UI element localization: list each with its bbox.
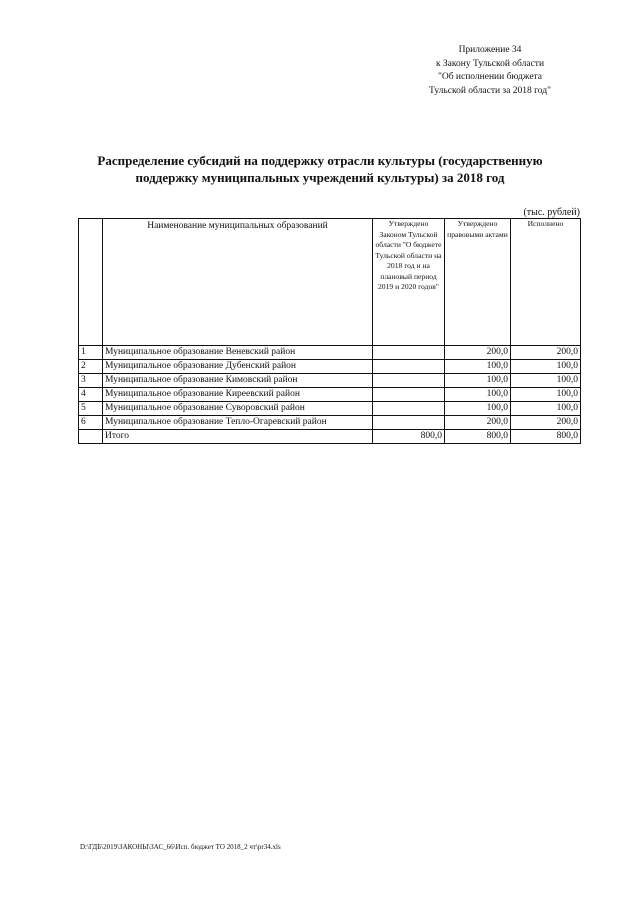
title-line: поддержку муниципальных учреждений культуры) за 2018 год <box>135 170 505 185</box>
header-name: Наименование муниципальных образований <box>103 219 373 346</box>
row-name: Муниципальное образование Веневский район <box>103 346 373 360</box>
row-num: 2 <box>79 360 103 374</box>
row-law <box>373 360 445 374</box>
row-num: 3 <box>79 374 103 388</box>
row-acts: 100,0 <box>445 388 511 402</box>
row-name: Муниципальное образование Киреевский район <box>103 388 373 402</box>
table-row <box>79 402 581 416</box>
row-num: 4 <box>79 388 103 402</box>
appendix-line: к Закону Тульской области <box>435 58 545 69</box>
document-title <box>60 152 580 186</box>
row-exec: 200,0 <box>511 346 581 360</box>
row-law <box>373 402 445 416</box>
file-path-footer: D:\ГДБ\2019\ЗАКОНЫ\ЗАС_66\Исп. бюджет ТО 2018_2 чт\pr34.xls <box>80 843 281 851</box>
total-exec: 800,0 <box>511 430 581 444</box>
total-law: 800,0 <box>373 430 445 444</box>
row-law <box>373 416 445 430</box>
row-name: Муниципальное образование Тепло-Огаревский район <box>103 416 373 430</box>
row-acts: 100,0 <box>445 374 511 388</box>
row-acts: 100,0 <box>445 360 511 374</box>
title-line: Распределение субсидий на поддержку отрасли культуры (государственную <box>97 153 543 168</box>
row-acts: 200,0 <box>445 346 511 360</box>
header-executed: Исполнено <box>511 219 581 346</box>
appendix-line: Тульской области за 2018 год" <box>429 85 551 96</box>
row-exec: 100,0 <box>511 388 581 402</box>
appendix-line: Приложение 34 <box>458 45 522 55</box>
row-law <box>373 374 445 388</box>
row-exec: 100,0 <box>511 360 581 374</box>
table-row <box>79 388 581 402</box>
table-row <box>79 360 581 374</box>
units-label: (тыс. рублей) <box>523 207 580 218</box>
header-approved-law: Утверждено Законом Тульской области "О бюджете Тульской области на 2018 год и на плановый период 2019 и 2020 годов" <box>373 219 445 346</box>
total-num <box>79 430 103 444</box>
row-name: Муниципальное образование Дубенский район <box>103 360 373 374</box>
total-name: Итого <box>103 430 373 444</box>
header-num <box>79 219 103 346</box>
table-row <box>79 346 581 360</box>
table-header-row <box>79 219 581 346</box>
row-exec: 200,0 <box>511 416 581 430</box>
row-law <box>373 388 445 402</box>
row-num: 5 <box>79 402 103 416</box>
appendix-header <box>390 44 590 98</box>
table-total-row <box>79 430 581 444</box>
total-acts: 800,0 <box>445 430 511 444</box>
row-num: 6 <box>79 416 103 430</box>
row-exec: 100,0 <box>511 374 581 388</box>
subsidy-table <box>78 218 581 444</box>
row-acts: 100,0 <box>445 402 511 416</box>
appendix-line: "Об исполнении бюджета <box>437 72 543 82</box>
row-num: 1 <box>79 346 103 360</box>
table-row <box>79 374 581 388</box>
table-row <box>79 416 581 430</box>
row-exec: 100,0 <box>511 402 581 416</box>
row-name: Муниципальное образование Кимовский район <box>103 374 373 388</box>
header-approved-acts: Утверждено правовыми актами <box>445 219 511 346</box>
row-name: Муниципальное образование Суворовский район <box>103 402 373 416</box>
row-law <box>373 346 445 360</box>
row-acts: 200,0 <box>445 416 511 430</box>
